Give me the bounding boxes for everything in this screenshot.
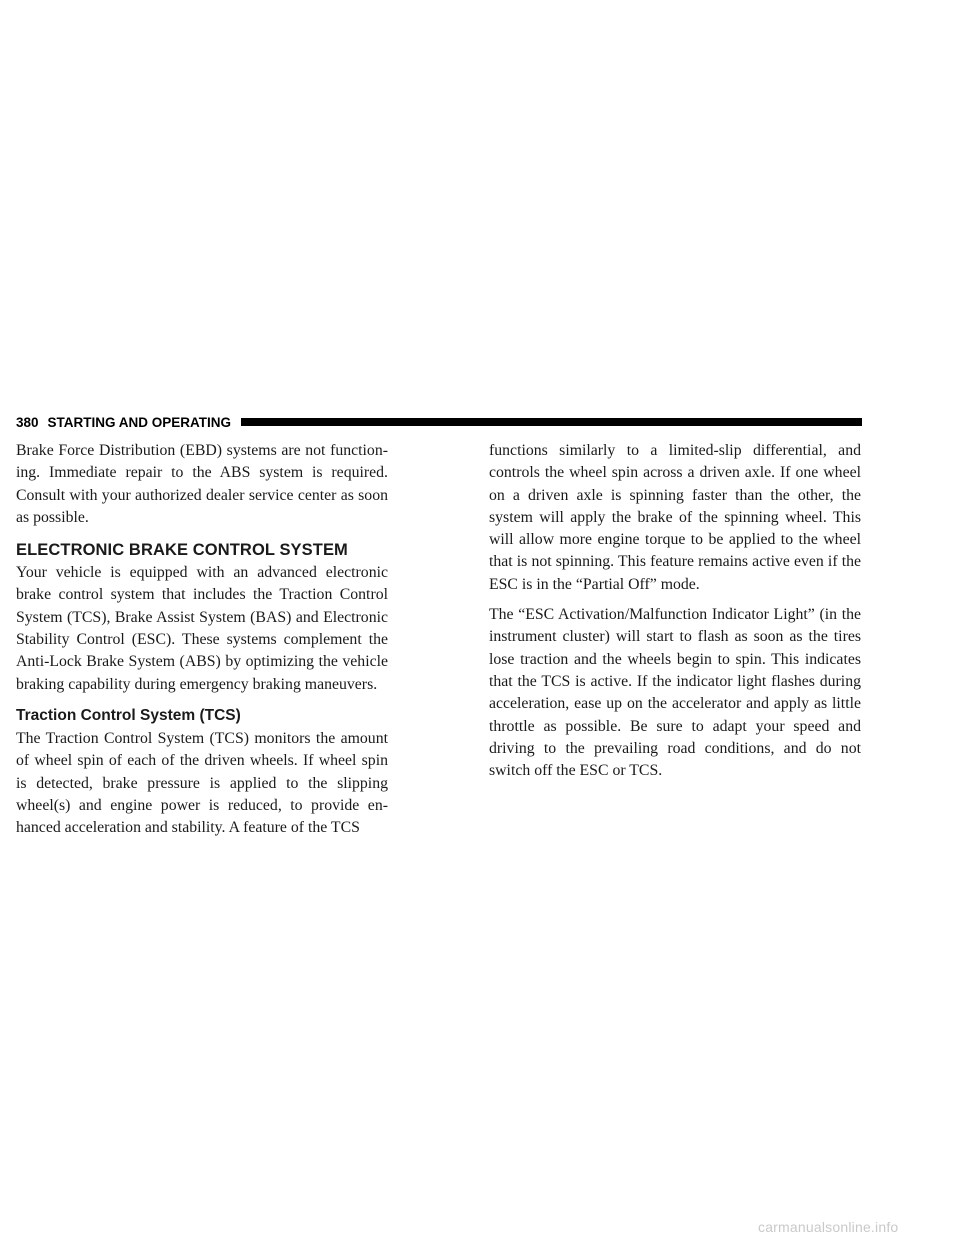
page-header	[16, 414, 862, 430]
paragraph: The Traction Control System (TCS) monitors the amount of wheel spin of each of the driven wheels. If wheel spin is detected, brake pressure is applied to the slipping wheel(s) and engine power is reduced, to provide enhanced acceleration and stability. A feature of the TCS	[16, 729, 388, 837]
section-title: STARTING AND OPERATING	[47, 414, 232, 430]
header-rule	[241, 418, 862, 426]
subsection-heading: Traction Control System (TCS)	[16, 706, 241, 724]
paragraph: Your vehicle is equipped with an advanced electronic brake control system that includes the Traction Control System (TCS), Brake Assist System (BAS) and Electronic Stability Control (ESC). These systems complement the Anti-Lock Brake System (ABS) by optimizing the vehicle braking capability during emergency braking maneuvers.	[16, 564, 388, 693]
paragraph: functions similarly to a limited-slip differential, and controls the wheel spin across a driven axle. If one wheel on a driven axle is spinning faster than the other, the system will apply the brake of the spinning wheel. This will allow more engine torque to be applied to the wheel that is not spinning. This feature remains active even if the ESC is in the “Partial Off” mode.	[489, 442, 861, 593]
paragraph: Brake Force Distribution (EBD) systems are not functioning. Immediate repair to the ABS system is required. Consult with your authorized dealer service center as soon as possible.	[16, 442, 388, 526]
right-column	[489, 440, 861, 790]
section-heading: ELECTRONIC BRAKE CONTROL SYSTEM	[16, 541, 348, 560]
page-number: 380	[16, 414, 39, 430]
paragraph: The “ESC Activation/Malfunction Indicator Light” (in the instrument cluster) will start to flash as soon as the tires lose traction and the wheels begin to spin. This indicates that the TCS is active. If the indicator light flashes during acceleration, ease up on the accelerator and apply as little throttle as possible. Be sure to adapt your speed and driving to the prevailing road conditions, and do not switch off the ESC or TCS.	[489, 606, 861, 780]
left-column	[16, 440, 388, 847]
watermark: carmanualsonline.info	[758, 1219, 899, 1235]
